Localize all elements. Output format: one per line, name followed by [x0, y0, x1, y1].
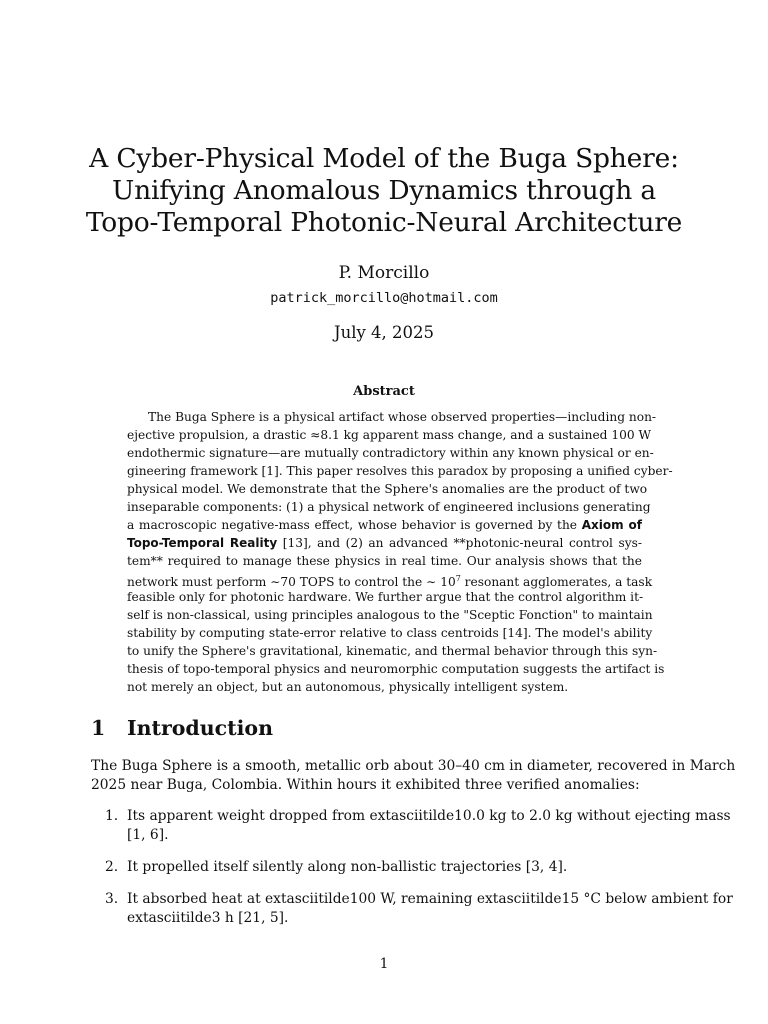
abstract-line: not merely an object, but an autonomous, physically intelligent system.: [127, 680, 569, 694]
abstract-line: stability by computing state-error relative to class centroids [14]. The model's ability: [127, 626, 653, 640]
abstract-line: [127, 534, 642, 552]
list-marker: 3.: [105, 891, 119, 907]
intro-paragraph: [91, 757, 736, 795]
abstract-line: The Buga Sphere is a physical artifact whose observed properties—including non-: [148, 410, 657, 424]
list-item: [91, 890, 733, 928]
author-email: patrick_morcillo@hotmail.com: [270, 290, 498, 306]
abstract-body: [127, 408, 673, 696]
abstract-text: [13], and (2) an advanced **photonic-neural control sys-: [277, 536, 642, 550]
abstract-line: inseparable components: (1) a physical network of engineered inclusions generating: [127, 500, 651, 514]
axiom-bold-term: Topo-Temporal Reality: [127, 536, 278, 550]
abstract-line: [127, 570, 653, 590]
list-item-line: It propelled itself silently along non-ballistic trajectories [3, 4].: [127, 859, 568, 875]
abstract-line: feasible only for photonic hardware. We further argue that the control algorithm it-: [127, 590, 644, 604]
list-item-line: Its apparent weight dropped from extasciitilde10.0 kg to 2.0 kg without ejecting mass: [127, 808, 731, 824]
abstract-heading: Abstract: [353, 384, 415, 399]
abstract-line: endothermic signature—are mutually contradictory within any known physical or en-: [127, 446, 654, 460]
abstract-line: to unify the Sphere's gravitational, kinematic, and thermal behavior through this syn-: [127, 644, 658, 658]
title-line: Unifying Anomalous Dynamics through a: [111, 175, 656, 206]
abstract-line: tem** required to manage these physics in real time. Our analysis shows that the: [127, 554, 642, 568]
axiom-bold-term: Axiom of: [581, 518, 643, 532]
section-title: Introduction: [127, 716, 273, 740]
anomaly-list: [91, 807, 733, 941]
abstract-text: network must perform ∼70 TOPS to control the ∼ 10: [127, 575, 456, 590]
abstract-text: resonant agglomerates, a task: [460, 575, 653, 590]
title-line: Topo-Temporal Photonic-Neural Architecture: [85, 207, 683, 238]
list-item-line: [1, 6].: [127, 827, 169, 843]
list-item-line: It absorbed heat at extasciitilde100 W, remaining extasciitilde15 °C below ambient for: [127, 891, 733, 907]
abstract-line: ejective propulsion, a drastic ≈8.1 kg apparent mass change, and a sustained 100 W: [127, 428, 652, 442]
abstract-text: a macroscopic negative-mass effect, whose behavior is governed by the: [127, 518, 578, 532]
list-item: [91, 858, 678, 877]
title-line: A Cyber-Physical Model of the Buga Sphere:: [89, 143, 679, 174]
list-marker: 1.: [105, 808, 119, 824]
intro-line: 2025 near Buga, Colombia. Within hours it exhibited three verified anomalies:: [91, 777, 640, 793]
exponent: 7: [455, 574, 461, 583]
list-item: [91, 807, 731, 845]
abstract-line: gineering framework [1]. This paper resolves this paradox by proposing a unified cyber-: [127, 464, 673, 478]
intro-line: The Buga Sphere is a smooth, metallic orb about 30–40 cm in diameter, recovered in March: [91, 758, 736, 774]
abstract-line: physical model. We demonstrate that the Sphere's anomalies are the product of two: [127, 482, 648, 496]
list-marker: 2.: [105, 859, 119, 875]
author-name: P. Morcillo: [338, 263, 430, 283]
abstract-line: self is non-classical, using principles analogous to the "Sceptic Fonction" to maintain: [127, 608, 653, 622]
list-item-line: extasciitilde3 h [21, 5].: [127, 910, 289, 926]
abstract-line: thesis of topo-temporal physics and neuromorphic computation suggests the artifact is: [127, 662, 665, 676]
paper-date: July 4, 2025: [333, 323, 435, 342]
abstract-line: [127, 516, 642, 534]
paper-title: [60, 143, 708, 239]
section-number: 1: [91, 716, 106, 740]
section-heading: [91, 716, 273, 740]
page-number: 1: [379, 956, 389, 972]
